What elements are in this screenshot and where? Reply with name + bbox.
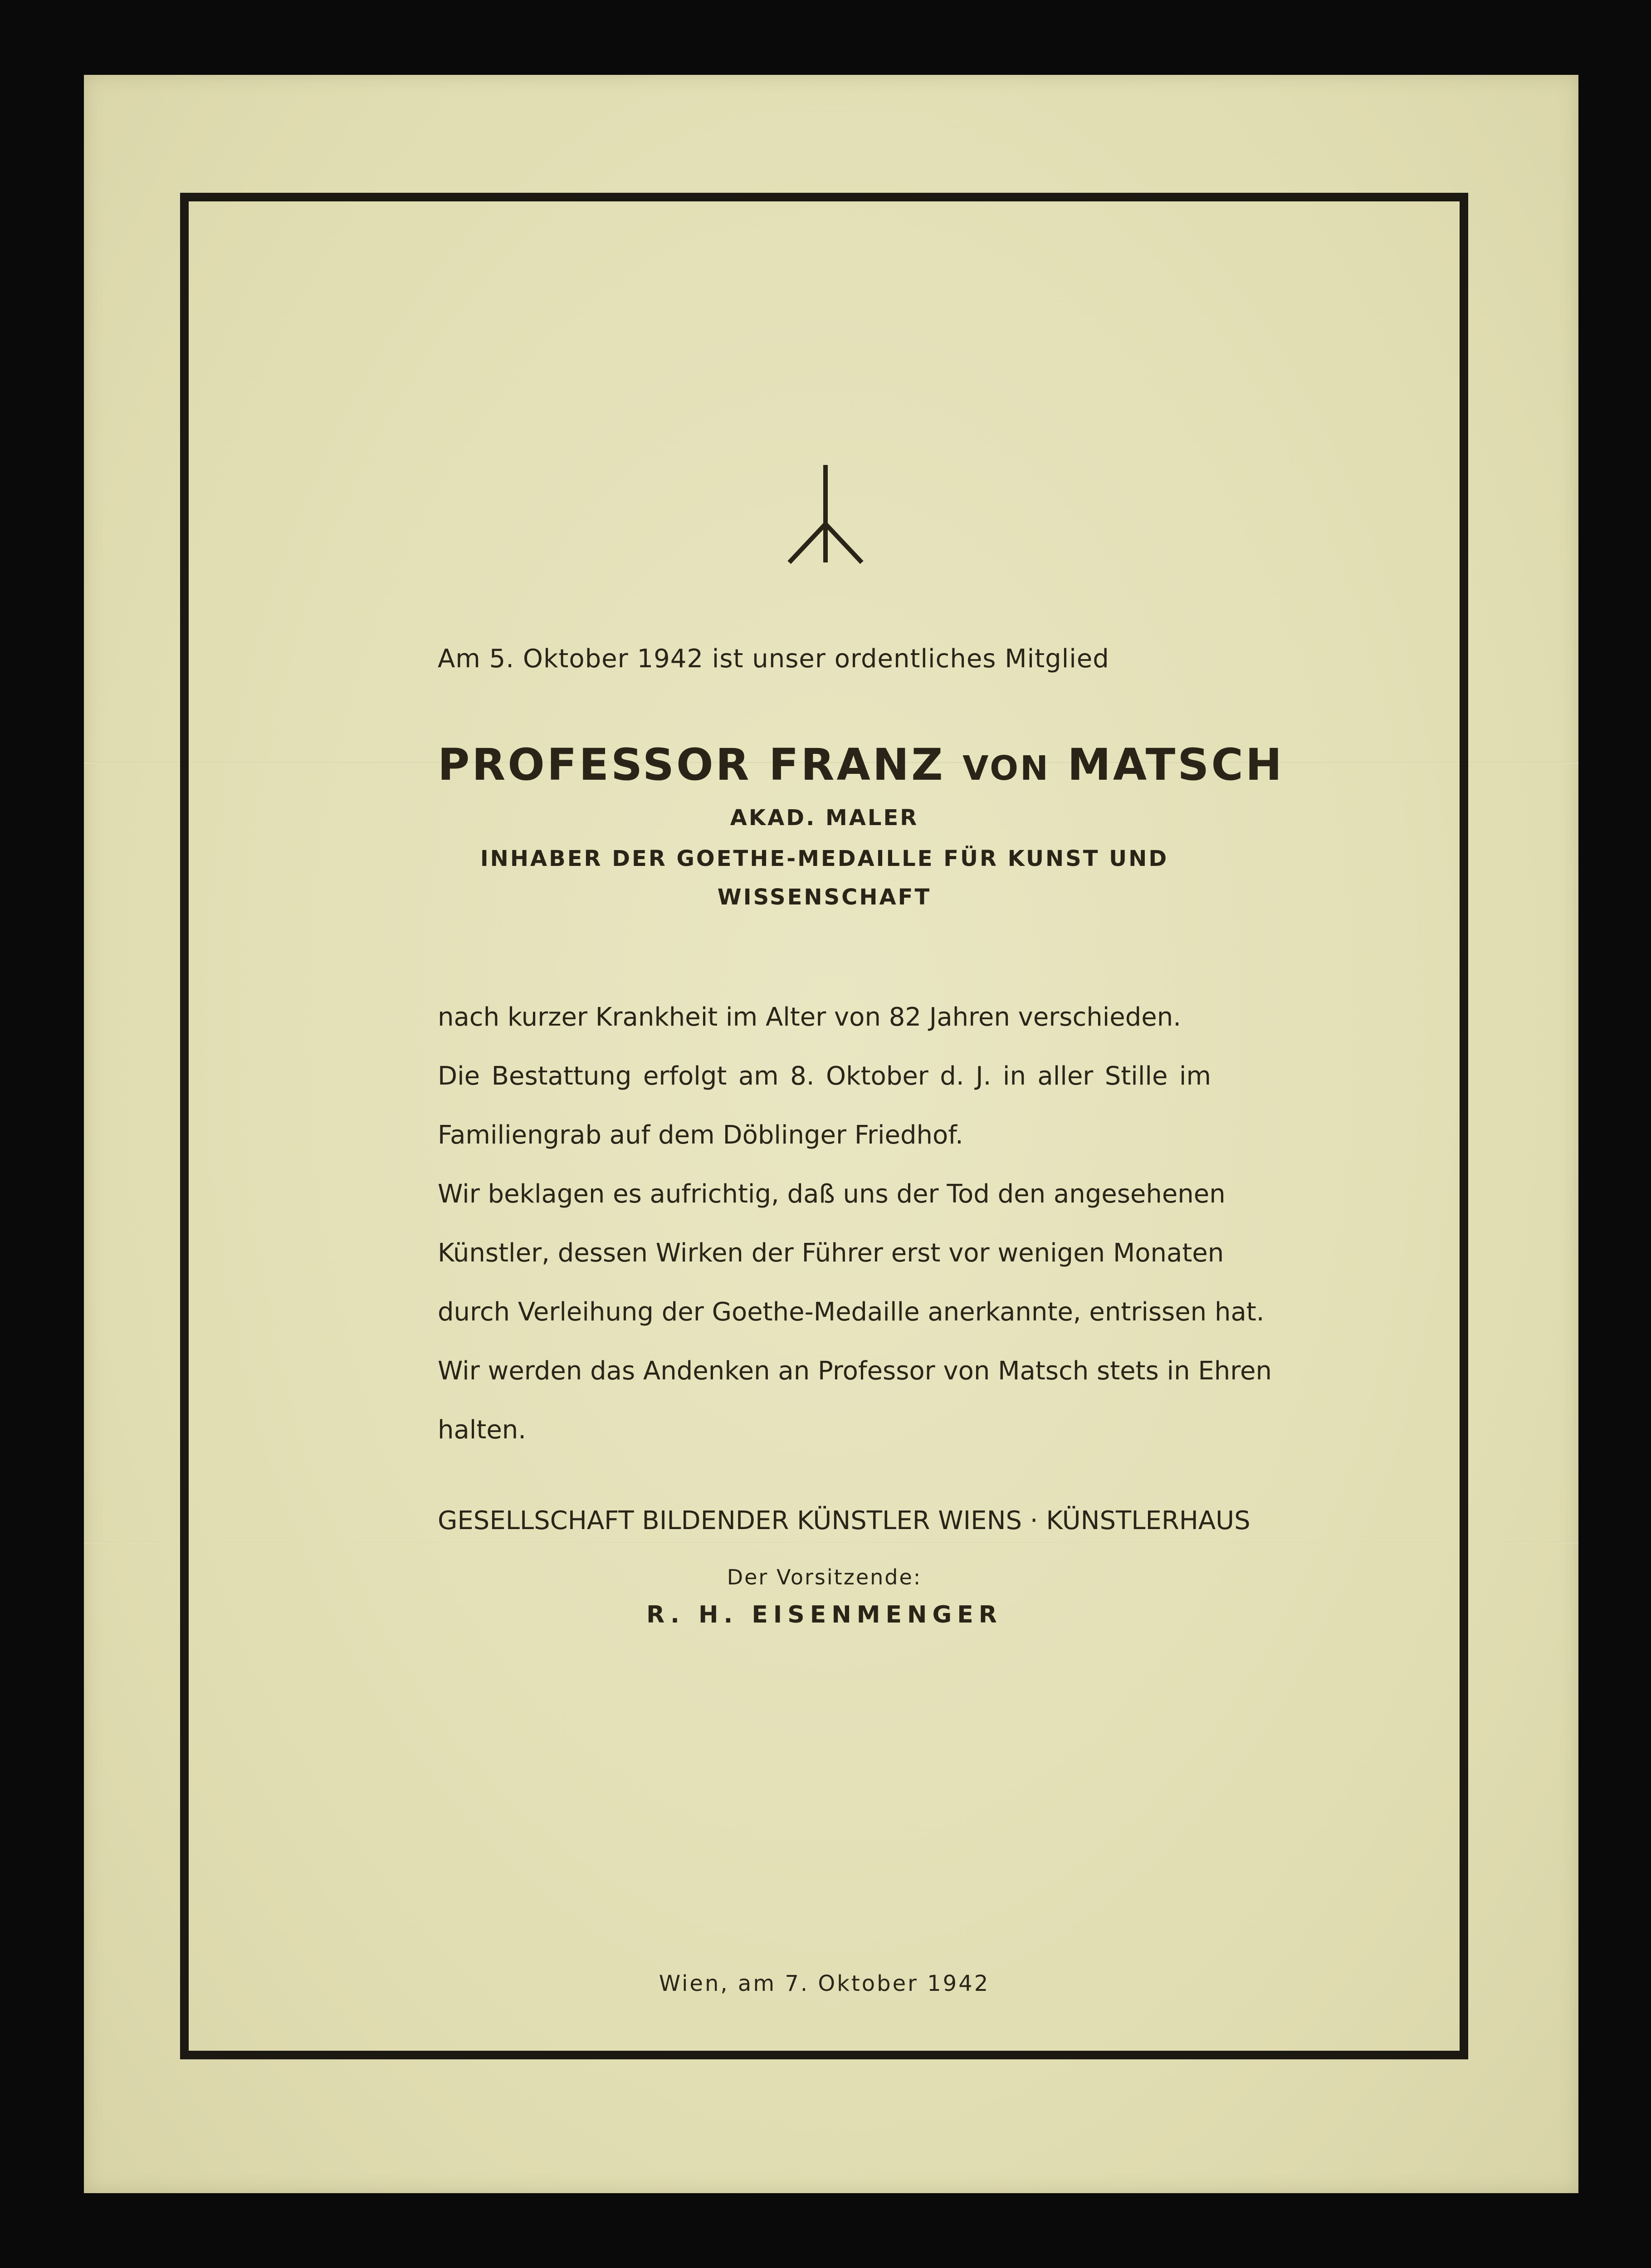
dateline: Wien, am 7. Oktober 1942 (659, 1971, 990, 1996)
body-line: Wir beklagen es aufrichtig, daß uns der Tod den angesehenen (438, 1179, 1226, 1209)
body-line: Die Bestattung erfolgt am 8. Oktober d. J. in aller Stille im (438, 1061, 1211, 1091)
title-medal-line2: WISSENSCHAFT (717, 885, 932, 910)
title-medal-line1: INHABER DER GOETHE-MEDAILLE FÜR KUNST UND (480, 846, 1169, 871)
society-name: GESELLSCHAFT BILDENDER KÜNSTLER WIENS · KÜNSTLERHAUS (438, 1506, 1250, 1535)
body-line: nach kurzer Krankheit im Alter von 82 Jahren verschieden. (438, 1002, 1182, 1032)
intro-text: Am 5. Oktober 1942 ist unser ordentliches Mitglied (438, 644, 1109, 674)
deceased-name (438, 739, 1285, 790)
death-rune-icon (780, 465, 871, 565)
name-last: MATSCH (1050, 739, 1285, 790)
body-line: halten. (438, 1415, 527, 1445)
name-first: PROFESSOR FRANZ (438, 739, 963, 790)
chair-name: R. H. EISENMENGER (646, 1601, 1002, 1628)
body-line: Wir werden das Andenken an Professor von Matsch stets in Ehren (438, 1356, 1272, 1386)
body-line: Künstler, dessen Wirken der Führer erst vor wenigen Monaten (438, 1238, 1224, 1268)
name-von: VON (962, 749, 1050, 788)
body-line: durch Verleihung der Goethe-Medaille anerkannte, entrissen hat. (438, 1297, 1265, 1327)
body-line: Familiengrab auf dem Döblinger Friedhof. (438, 1120, 963, 1150)
title-painter: AKAD. MALER (730, 805, 919, 831)
chair-label: Der Vorsitzende: (727, 1565, 922, 1589)
